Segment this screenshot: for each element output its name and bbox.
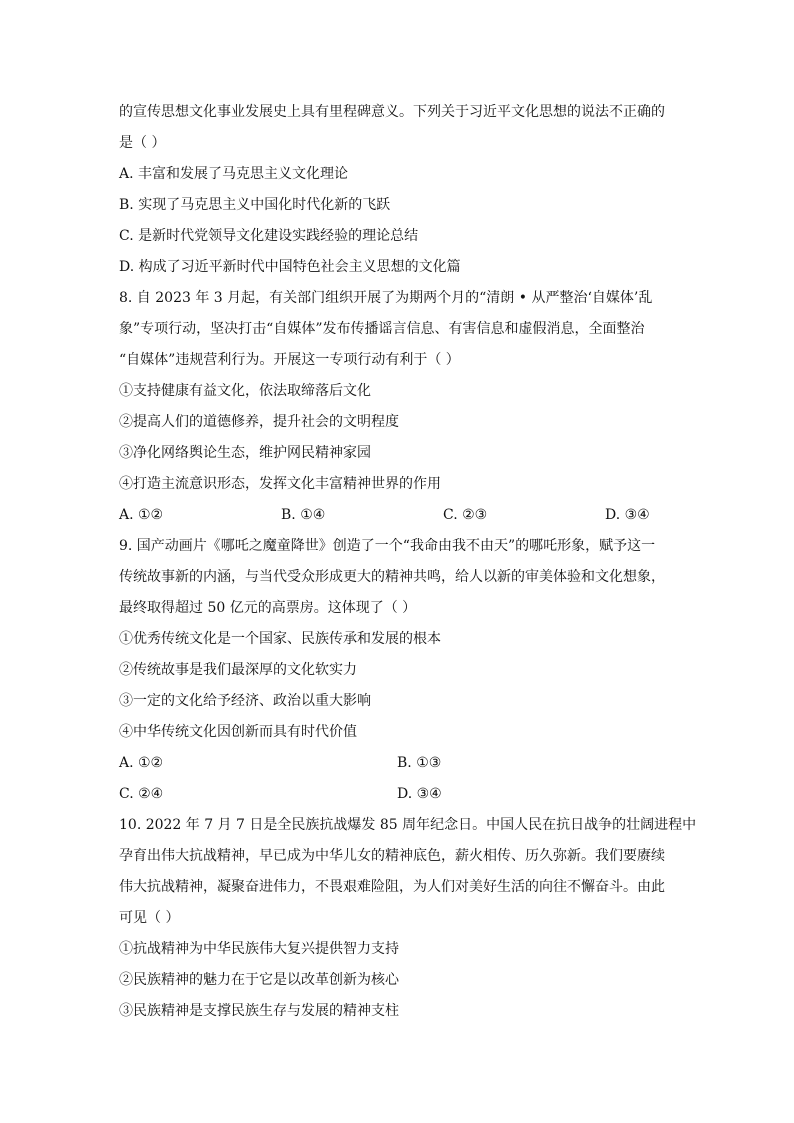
q8-option-a: A. ①② xyxy=(119,507,164,523)
document-body xyxy=(119,97,697,1027)
q9-stem-line-3: 最终取得超过 50 亿元的高票房。这体现了（ ） xyxy=(119,600,417,616)
q10-item-1: ①抗战精神为中华民族伟大复兴提供智力支持 xyxy=(119,941,399,957)
q7-option-c: C. 是新时代党领导文化建设实践经验的理论总结 xyxy=(119,228,419,244)
q8-item-2: ②提高人们的道德修养，提升社会的文明程度 xyxy=(119,414,399,430)
q8-options-row xyxy=(119,500,675,531)
q9-options-row-1 xyxy=(119,748,675,779)
q8-item-3: ③净化网络舆论生态，维护网民精神家园 xyxy=(119,445,371,461)
q7-option-b: B. 实现了马克思主义中国化时代化新的飞跃 xyxy=(119,197,391,213)
q10-stem-line-2: 孕育出伟大抗战精神，早已成为中华儿女的精神底色，薪火相传、历久弥新。我们要赓续 xyxy=(119,848,665,864)
q9-item-1: ①优秀传统文化是一个国家、民族传承和发展的根本 xyxy=(119,631,441,647)
q9-stem-line-1: 9. 国产动画片《哪吒之魔童降世》创造了一个“我命由我不由天”的哪吒形象，赋予这一 xyxy=(119,538,656,554)
q8-stem-line-2: 象”专项行动，坚决打击“自媒体”发布传播谣言信息、有害信息和虚假消息，全面整治 xyxy=(119,321,645,337)
q7-option-d: D. 构成了习近平新时代中国特色社会主义思想的文化篇 xyxy=(119,259,461,275)
q9-stem-line-2: 传统故事新的内涵，与当代受众形成更大的精神共鸣，给人以新的审美体验和文化想象， xyxy=(119,569,665,585)
q8-stem-line-1: 8. 自 2023 年 3 月起，有关部门组织开展了为期两个月的“清朗 • 从严整治‘自媒体’乱 xyxy=(119,290,653,306)
q9-options-row-2 xyxy=(119,779,675,810)
q10-item-3: ③民族精神是支撑民族生存与发展的精神支柱 xyxy=(119,1003,399,1019)
q10-stem-line-3: 伟大抗战精神，凝聚奋进伟力，不畏艰难险阻，为人们对美好生活的向往不懈奋斗。由此 xyxy=(119,879,665,895)
q8-option-b: B. ①④ xyxy=(281,507,326,523)
q9-item-3: ③一定的文化给予经济、政治以重大影响 xyxy=(119,693,371,709)
q9-item-2: ②传统故事是我们最深厚的文化软实力 xyxy=(119,662,357,678)
q8-item-4: ④打造主流意识形态，发挥文化丰富精神世界的作用 xyxy=(119,476,441,492)
q10-stem-line-4: 可见（ ） xyxy=(119,910,180,926)
q8-item-1: ①支持健康有益文化，依法取缔落后文化 xyxy=(119,383,371,399)
q9-item-4: ④中华传统文化因创新而具有时代价值 xyxy=(119,724,357,740)
q7-option-a: A. 丰富和发展了马克思主义文化理论 xyxy=(119,166,349,182)
q7-stem-line-1: 的宣传思想文化事业发展史上具有里程碑意义。下列关于习近平文化思想的说法不正确的 xyxy=(119,104,665,120)
q9-option-a: A. ①② xyxy=(119,755,164,771)
q8-option-c: C. ②③ xyxy=(443,507,488,523)
q10-stem-line-1: 10. 2022 年 7 月 7 日是全民族抗战爆发 85 周年纪念日。中国人民在抗日战争的壮阔进程中 xyxy=(119,817,697,833)
q8-option-d: D. ③④ xyxy=(605,507,650,523)
q10-item-2: ②民族精神的魅力在于它是以改革创新为核心 xyxy=(119,972,399,988)
q9-option-c: C. ②④ xyxy=(119,786,164,802)
q9-option-d: D. ③④ xyxy=(397,786,442,802)
q9-option-b: B. ①③ xyxy=(397,755,442,771)
q7-stem-line-2: 是（ ） xyxy=(119,135,166,151)
q8-stem-line-3: “自媒体”违规营利行为。开展这一专项行动有利于（ ） xyxy=(119,352,460,368)
